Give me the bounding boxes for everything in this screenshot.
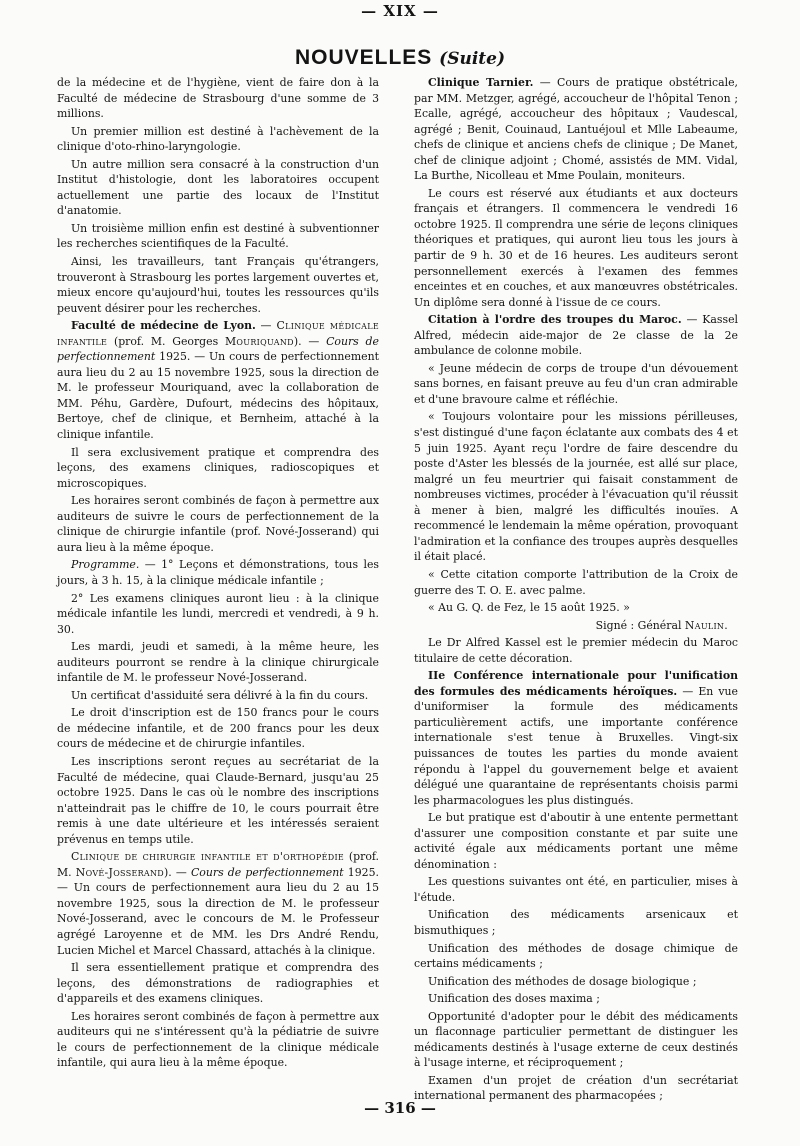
- lyon-prof-end: ). —: [293, 334, 320, 348]
- lyon-clinic: — Clinique médicale infantile: [57, 319, 379, 348]
- ortho-cours: Cours de perfectionnement: [190, 865, 344, 879]
- programme-label: Programme.: [71, 558, 140, 572]
- citation-title: Citation à l'ordre des troupes du Maroc.: [428, 313, 682, 327]
- paragraph: Les horaires seront combinés de façon à permettre aux auditeurs de suivre le cours de perfectionnement de la clinique de chirurgie infantile (prof. Nové-Josserand) qui aura lieu à la même époque.: [57, 494, 379, 554]
- citation-paragraph: [414, 312, 738, 359]
- paragraph: Un premier million est destiné à l'achèvement de la clinique d'oto-rhino-laryngologie.: [57, 124, 379, 154]
- paragraph: « Toujours volontaire pour les missions périlleuses, s'est distingué d'une façon éclatante aux combats des 4 et 5 juin 1925. Ayant reçu l'ordre de faire descendre du poste d'Aster les blessés de la journée, est allé sur place, malgré un feu meurtrier qui faisait constamment de nombreuses victimes, procéder à l'évacuation qu'il réussit à mener à bien, malgré les difficultés inouïes. A recommencé le lendemain la même opération, provoquant l'admiration et la confiance des troupes auprès desquelles il était placé.: [414, 410, 738, 564]
- citation-text: — Kassel Alfred, médecin aide-major de 2e classe de la 2e ambulance de colonne mobile.: [414, 313, 738, 358]
- lyon-prof: (prof. M. Georges: [113, 334, 219, 348]
- lyon-paragraph: [57, 318, 379, 442]
- paragraph: « Jeune médecin de corps de troupe d'un dévouement sans bornes, en faisant preuve au feu d'un cran admirable et d'une bravoure calme et réfléchie.: [414, 361, 738, 406]
- page-number-top: — XIX —: [361, 2, 439, 20]
- paragraph: Il sera exclusivement pratique et comprendra des leçons, des examens cliniques, radioscopiques et microscopiques.: [57, 445, 379, 490]
- right-column: [414, 75, 738, 1106]
- signature: [414, 618, 738, 634]
- section-title: NOUVELLES: [294, 46, 433, 69]
- lyon-text: 1925. — Un cours de perfectionnement aura lieu du 2 au 15 novembre 1925, sous la direction de M. le professeur Mouriquand, avec la collaboration de MM. Péhu, Gardère, Dufourt, médecins des hôpitaux, Bertoye, chef de clinique, et Bernheim, attaché à la clinique infantile.: [57, 350, 380, 442]
- ortho-text: 1925. — Un cours de perfectionnement aura lieu du 2 au 15 novembre 1925, sous la direction de M. le professeur Nové-Josserand, avec le concours de M. le Professeur agrégé Laroyenne et de MM. les Drs André Rendu, Lucien Michel et Marcel Chassard, attachés à la clinique.: [57, 865, 379, 957]
- ortho-prof-end: ). —: [164, 865, 187, 879]
- ortho-paragraph: [57, 849, 379, 958]
- ortho-prof: (prof. M.: [57, 850, 379, 879]
- ortho-title: Clinique de chirurgie infantile et d'orthopédie: [71, 850, 345, 864]
- conference-title: IIe Conférence internationale pour l'unification des formules des médicaments héroïques.: [414, 669, 738, 698]
- signature-name: Naulin.: [684, 618, 728, 632]
- paragraph: Les questions suivantes ont été, en particulier, mises à l'étude.: [414, 875, 738, 904]
- programme-text: — 1° Leçons et démonstrations, tous les jours, à 3 h. 15, à la clinique médicale infantile ;: [57, 558, 379, 587]
- paragraph: de la médecine et de l'hygiène, vient de faire don à la Faculté de médecine de Strasbourg d'une somme de 3 millions.: [57, 76, 379, 121]
- paragraph: Le Dr Alfred Kassel est le premier médecin du Maroc titulaire de cette décoration.: [414, 636, 738, 665]
- list-item: Opportunité d'adopter pour le débit des médicaments un flaconnage particulier permettant de distinguer les médicaments destinés à l'usage externe de ceux destinés à l'usage interne, et réciproquement ;: [414, 1009, 738, 1070]
- signature-label: Signé : Général: [595, 618, 682, 632]
- page-number-bottom: — 316 —: [364, 1099, 436, 1117]
- list-item: Unification des méthodes de dosage biologique ;: [428, 974, 697, 988]
- lyon-prof-name: Mouriquand: [224, 334, 294, 348]
- paragraph: 2° Les examens cliniques auront lieu : à la clinique médicale infantile les lundi, mercredi et vendredi, à 9 h. 30.: [57, 591, 379, 636]
- list-item: Unification des méthodes de dosage chimique de certains médicaments ;: [414, 941, 738, 971]
- conference-paragraph: [414, 668, 738, 808]
- paragraph: Un autre million sera consacré à la construction d'un Institut d'histologie, dont les laboratoires occupent actuellement une partie des locaux de l'Institut d'anatomie.: [57, 157, 379, 218]
- paragraph: Les inscriptions seront reçues au secrétariat de la Faculté de médecine, quai Claude-Bernard, jusqu'au 25 octobre 1925. Dans le cas où le nombre des inscriptions n'atteindrait pas le chiffre de 10, le cours pourrait être remis à une date ultérieure et les intéressés seraient prévenus en temps utile.: [57, 754, 379, 846]
- paragraph: Un certificat d'assiduité sera délivré à la fin du cours.: [71, 688, 369, 702]
- paragraph: Les horaires seront combinés de façon à permettre aux auditeurs qui ne s'intéressent qu'à la pédiatrie de suivre le cours de perfectionnement de la clinique médicale infantile, qui aura lieu à la même époque.: [57, 1009, 379, 1070]
- paragraph: Le cours est réservé aux étudiants et aux docteurs français et étrangers. Il commencera le vendredi 16 octobre 1925. Il comprendra une série de leçons cliniques théoriques et pratiques, qui auront lieu tous les jours à partir de 9 h. 30 et de 16 heures. Les auditeurs seront personnellement exercés à l'examen des femmes enceintes et en couches, et aux manœuvres obstétricales. Un diplôme sera donné à l'issue de ce cours.: [414, 186, 738, 309]
- tarnier-paragraph: [414, 75, 738, 184]
- left-column: [57, 75, 379, 1073]
- programme-paragraph: [57, 557, 379, 588]
- paragraph: « Cette citation comporte l'attribution de la Croix de guerre des T. O. E. avec palme.: [414, 567, 738, 597]
- section-suffix: (Suite): [439, 49, 506, 69]
- tarnier-title: Clinique Tarnier.: [428, 76, 534, 89]
- paragraph: Le but pratique est d'aboutir à une entente permettant d'assurer une composition constante et par suite une activité égale aux médicaments portant une même dénomination :: [414, 811, 738, 871]
- list-item: Examen d'un projet de création d'un secrétariat international permanent des pharmacopées ;: [414, 1073, 738, 1103]
- paragraph: Il sera essentiellement pratique et comprendra des leçons, des démonstrations de radiographies et d'appareils et des examens cliniques.: [57, 961, 379, 1006]
- paragraph: Ainsi, les travailleurs, tant Français qu'étrangers, trouveront à Strasbourg les portes largement ouvertes et, mieux encore qu'aujourd'hui, toutes les ressources qu'ils peuvent désirer pour les recherches.: [57, 255, 379, 315]
- paragraph: Un troisième million enfin est destiné à subventionner les recherches scientifiques de la Faculté.: [57, 221, 379, 251]
- lyon-title: Faculté de médecine de Lyon.: [71, 319, 256, 333]
- lyon-cours: Cours de perfectionnement: [57, 334, 379, 364]
- conference-text: — En vue d'uniformiser la formule des médicaments particulièrement actifs, une importante conférence internationale s'est tenue à Bruxelles. Vingt-six puissances de toutes les parties du monde avaient répondu à l'appel du gouvernement belge et avaient délégué une quarantaine de représentants choisis parmi les pharmacologues les plus distingués.: [414, 684, 739, 807]
- paragraph: « Au G. Q. de Fez, le 15 août 1925. »: [428, 601, 630, 615]
- paragraph: Le droit d'inscription est de 150 francs pour le cours de médecine infantile, et de 200 francs pour les deux cours de médecine et de chirurgie infantiles.: [57, 706, 379, 751]
- paragraph: Les mardi, jeudi et samedi, à la même heure, les auditeurs pourront se rendre à la clinique chirurgicale infantile de M. le professeur Nové-Josserand.: [57, 640, 379, 685]
- list-item: Unification des médicaments arsenicaux et bismuthiques ;: [414, 908, 738, 937]
- list-item: Unification des doses maxima ;: [428, 992, 600, 1006]
- ortho-prof-name: Nové-Josserand: [75, 865, 165, 879]
- tarnier-text: — Cours de pratique obstétricale, par MM. Metzger, agrégé, accoucheur de l'hôpital Tenon ; Ecalle, agrégé, accoucheur des hôpitaux ; Vaudescal, agrégé ; Benit, Couinaud, Lantuéjoul et Mlle Labeaume, chefs de clinique et anciens chefs de clinique ; De Manet, chef de clinique adjoint ; Chomé, assistés de MM. Vidal, La Burthe, Nicolleau et Mme Poulain, moniteurs.: [414, 76, 738, 183]
- section-heading: [0, 46, 800, 70]
